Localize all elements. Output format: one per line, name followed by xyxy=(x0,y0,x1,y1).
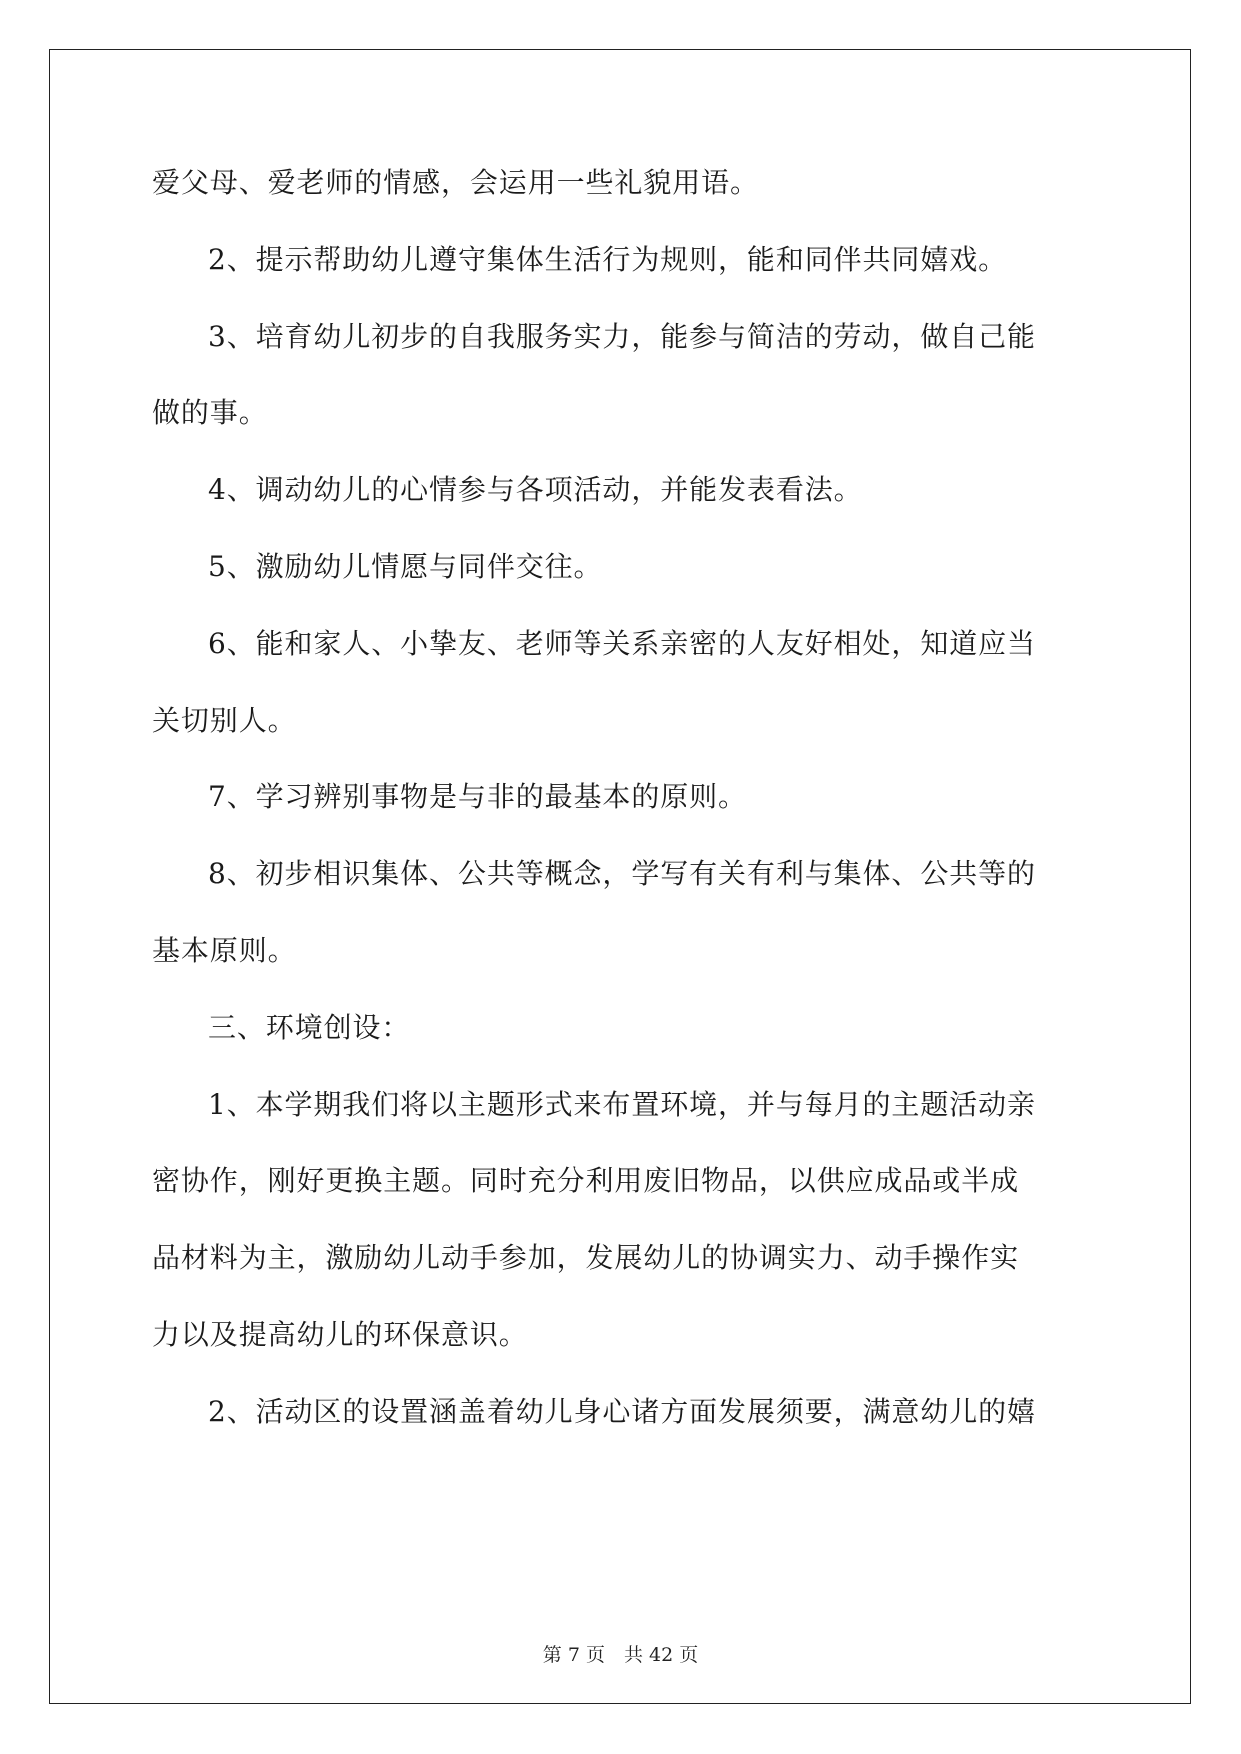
paragraph-line: 2、提示帮助幼儿遵守集体生活行为规则，能和同伴共同嬉戏。 xyxy=(208,242,1008,276)
paragraph-line: 基本原则。 xyxy=(152,933,297,967)
paragraph-line: 做的事。 xyxy=(152,396,268,430)
paragraph-line: 密协作，刚好更换主题。同时充分利用废旧物品，以供应成品或半成 xyxy=(152,1164,1020,1198)
paragraph-line: 爱父母、爱老师的情感，会运用一些礼貌用语。 xyxy=(152,166,759,199)
section-heading: 三、环境创设： xyxy=(208,1010,411,1044)
page-number: 第 7 页 共 42 页 xyxy=(542,1644,699,1666)
paragraph-line: 品材料为主，激励幼儿动手参加，发展幼儿的协调实力、动手操作实 xyxy=(152,1241,1020,1275)
document-body xyxy=(152,165,1092,1471)
paragraph-line: 6、能和家人、小挚友、老师等关系亲密的人友好相处，知道应当 xyxy=(208,626,1036,660)
paragraph-line: 3、培育幼儿初步的自我服务实力，能参与简洁的劳动，做自己能 xyxy=(208,319,1036,353)
paragraph-line: 关切别人。 xyxy=(152,703,297,737)
paragraph-line: 1、本学期我们将以主题形式来布置环境，并与每月的主题活动亲 xyxy=(208,1087,1036,1121)
paragraph-line: 力以及提高幼儿的环保意识。 xyxy=(152,1317,528,1351)
paragraph-line: 4、调动幼儿的心情参与各项活动，并能发表看法。 xyxy=(208,473,863,507)
paragraph-line: 2、活动区的设置涵盖着幼儿身心诸方面发展须要，满意幼儿的嬉 xyxy=(208,1394,1036,1428)
paragraph-line: 7、学习辨别事物是与非的最基本的原则。 xyxy=(208,780,747,814)
paragraph-line: 8、初步相识集体、公共等概念，学写有关有利与集体、公共等的 xyxy=(208,857,1036,891)
paragraph-line: 5、激励幼儿情愿与同伴交往。 xyxy=(208,549,603,583)
